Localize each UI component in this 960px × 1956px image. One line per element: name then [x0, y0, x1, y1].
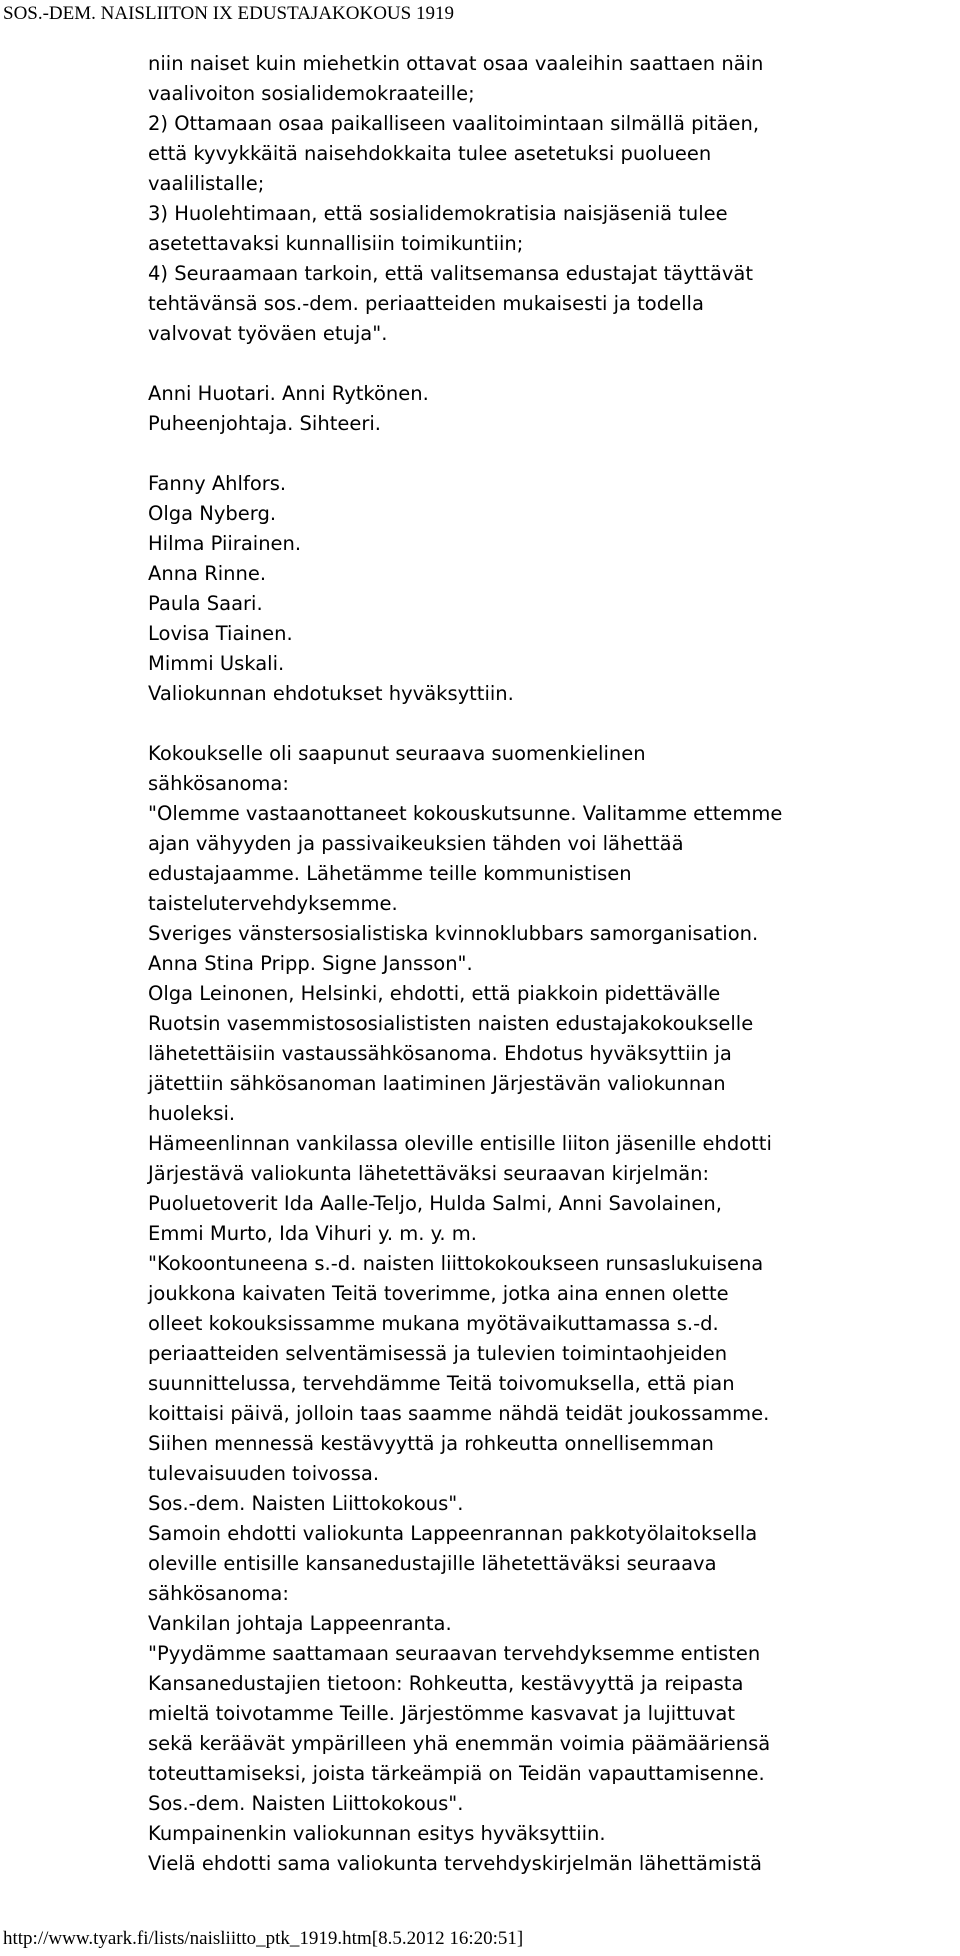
text-line: suunnittelussa, tervehdämme Teitä toivomuksella, että pian: [148, 1372, 735, 1395]
text-line: Ruotsin vasemmistososialististen naisten edustajakokoukselle: [148, 1012, 754, 1035]
text-line: Olga Nyberg.: [148, 502, 277, 525]
text-line: Paula Saari.: [148, 592, 263, 615]
text-line: 3) Huolehtimaan, että sosialidemokratisia naisjäseniä tulee: [148, 202, 728, 225]
text-line: "Pyydämme saattamaan seuraavan tervehdyksemme entisten: [148, 1642, 761, 1665]
text-line: taistelutervehdyksemme.: [148, 892, 398, 915]
paragraph-gap: [148, 439, 954, 469]
text-line: huoleksi.: [148, 1102, 236, 1125]
text-line: niin naiset kuin miehetkin ottavat osaa vaaleihin saattaen näin: [148, 52, 764, 75]
text-line: Mimmi Uskali.: [148, 652, 285, 675]
text-line: toteuttamiseksi, joista tärkeämpiä on Teidän vapauttamisenne.: [148, 1762, 765, 1785]
text-line: valvovat työväen etuja".: [148, 322, 388, 345]
text-line: asetettavaksi kunnallisiin toimikuntiin;: [148, 232, 524, 255]
text-line: Sveriges vänstersosialistiska kvinnoklubbars samorganisation.: [148, 922, 759, 945]
text-line: sekä keräävät ympärilleen yhä enemmän voimia päämääriensä: [148, 1732, 771, 1755]
text-line: että kyvykkäitä naisehdokkaita tulee asetetuksi puolueen: [148, 142, 712, 165]
paragraph-gap: [148, 349, 954, 379]
text-line: "Olemme vastaanottaneet kokouskutsunne. Valitamme ettemme: [148, 802, 783, 825]
text-line: Kokoukselle oli saapunut seuraava suomenkielinen: [148, 742, 646, 765]
text-line: Olga Leinonen, Helsinki, ehdotti, että piakkoin pidettävälle: [148, 982, 721, 1005]
text-line: Kumpainenkin valiokunnan esitys hyväksyttiin.: [148, 1822, 606, 1845]
text-line: tulevaisuuden toivossa.: [148, 1462, 380, 1485]
text-line: Fanny Ahlfors.: [148, 472, 287, 495]
text-line: mieltä toivotamme Teille. Järjestömme kasvavat ja lujittuvat: [148, 1702, 736, 1725]
text-line: edustajaamme. Lähetämme teille kommunistisen: [148, 862, 632, 885]
text-line: olleet kokouksissamme mukana myötävaikuttamassa s.-d.: [148, 1312, 719, 1335]
text-line: periaatteiden selventämisessä ja tulevien toimintaohjeiden: [148, 1342, 728, 1365]
text-line: ajan vähyyden ja passivaikeuksien tähden voi lähettää: [148, 832, 684, 855]
text-line: Siihen mennessä kestävyyttä ja rohkeutta onnellisemman: [148, 1432, 714, 1455]
text-line: Vankilan johtaja Lappeenranta.: [148, 1612, 452, 1635]
text-line: Sos.-dem. Naisten Liittokokous".: [148, 1792, 464, 1815]
page-footer-url: http://www.tyark.fi/lists/naisliitto_ptk_1919.htm[8.5.2012 16:20:51]: [3, 1928, 524, 1949]
text-line: Järjestävä valiokunta lähetettäväksi seuraavan kirjelmän:: [148, 1162, 710, 1185]
text-line: sähkösanoma:: [148, 772, 289, 795]
text-line: Hämeenlinnan vankilassa oleville entisille liiton jäsenille ehdotti: [148, 1132, 772, 1155]
page-header: SOS.-DEM. NAISLIITON IX EDUSTAJAKOKOUS 1919: [3, 3, 454, 24]
text-line: lähetettäisiin vastaussähkösanoma. Ehdotus hyväksyttiin ja: [148, 1042, 732, 1065]
text-line: Anna Rinne.: [148, 562, 267, 585]
text-line: jätettiin sähkösanoman laatiminen Järjestävän valiokunnan: [148, 1072, 726, 1095]
text-line: koittaisi päivä, jolloin taas saamme nähdä teidät joukossamme.: [148, 1402, 770, 1425]
text-line: Vielä ehdotti sama valiokunta tervehdyskirjelmän lähettämistä: [148, 1852, 763, 1875]
text-line: oleville entisille kansanedustajille lähetettäväksi seuraava: [148, 1552, 717, 1575]
text-line: joukkona kaivaten Teitä toverimme, jotka aina ennen olette: [148, 1282, 729, 1305]
text-line: Anni Huotari. Anni Rytkönen.: [148, 382, 429, 405]
document-body: [148, 49, 954, 1879]
text-line: Kansanedustajien tietoon: Rohkeutta, kestävyyttä ja reipasta: [148, 1672, 744, 1695]
text-line: Sos.-dem. Naisten Liittokokous".: [148, 1492, 464, 1515]
text-line: Anna Stina Pripp. Signe Jansson".: [148, 952, 473, 975]
text-line: "Kokoontuneena s.-d. naisten liittokokoukseen runsaslukuisena: [148, 1252, 764, 1275]
text-line: Lovisa Tiainen.: [148, 622, 293, 645]
text-line: Puheenjohtaja. Sihteeri.: [148, 412, 381, 435]
text-line: Puoluetoverit Ida Aalle-Teljo, Hulda Salmi, Anni Savolainen,: [148, 1192, 722, 1215]
text-line: Hilma Piirainen.: [148, 532, 302, 555]
text-line: sähkösanoma:: [148, 1582, 289, 1605]
text-line: vaalilistalle;: [148, 172, 265, 195]
paragraph-gap: [148, 709, 954, 739]
text-line: 4) Seuraamaan tarkoin, että valitsemansa edustajat täyttävät: [148, 262, 754, 285]
text-line: Samoin ehdotti valiokunta Lappeenrannan pakkotyölaitoksella: [148, 1522, 758, 1545]
text-line: vaalivoiton sosialidemokraateille;: [148, 82, 475, 105]
text-line: Valiokunnan ehdotukset hyväksyttiin.: [148, 682, 514, 705]
text-line: 2) Ottamaan osaa paikalliseen vaalitoimintaan silmällä pitäen,: [148, 112, 760, 135]
text-line: Emmi Murto, Ida Vihuri y. m. y. m.: [148, 1222, 477, 1245]
text-line: tehtävänsä sos.-dem. periaatteiden mukaisesti ja todella: [148, 292, 704, 315]
